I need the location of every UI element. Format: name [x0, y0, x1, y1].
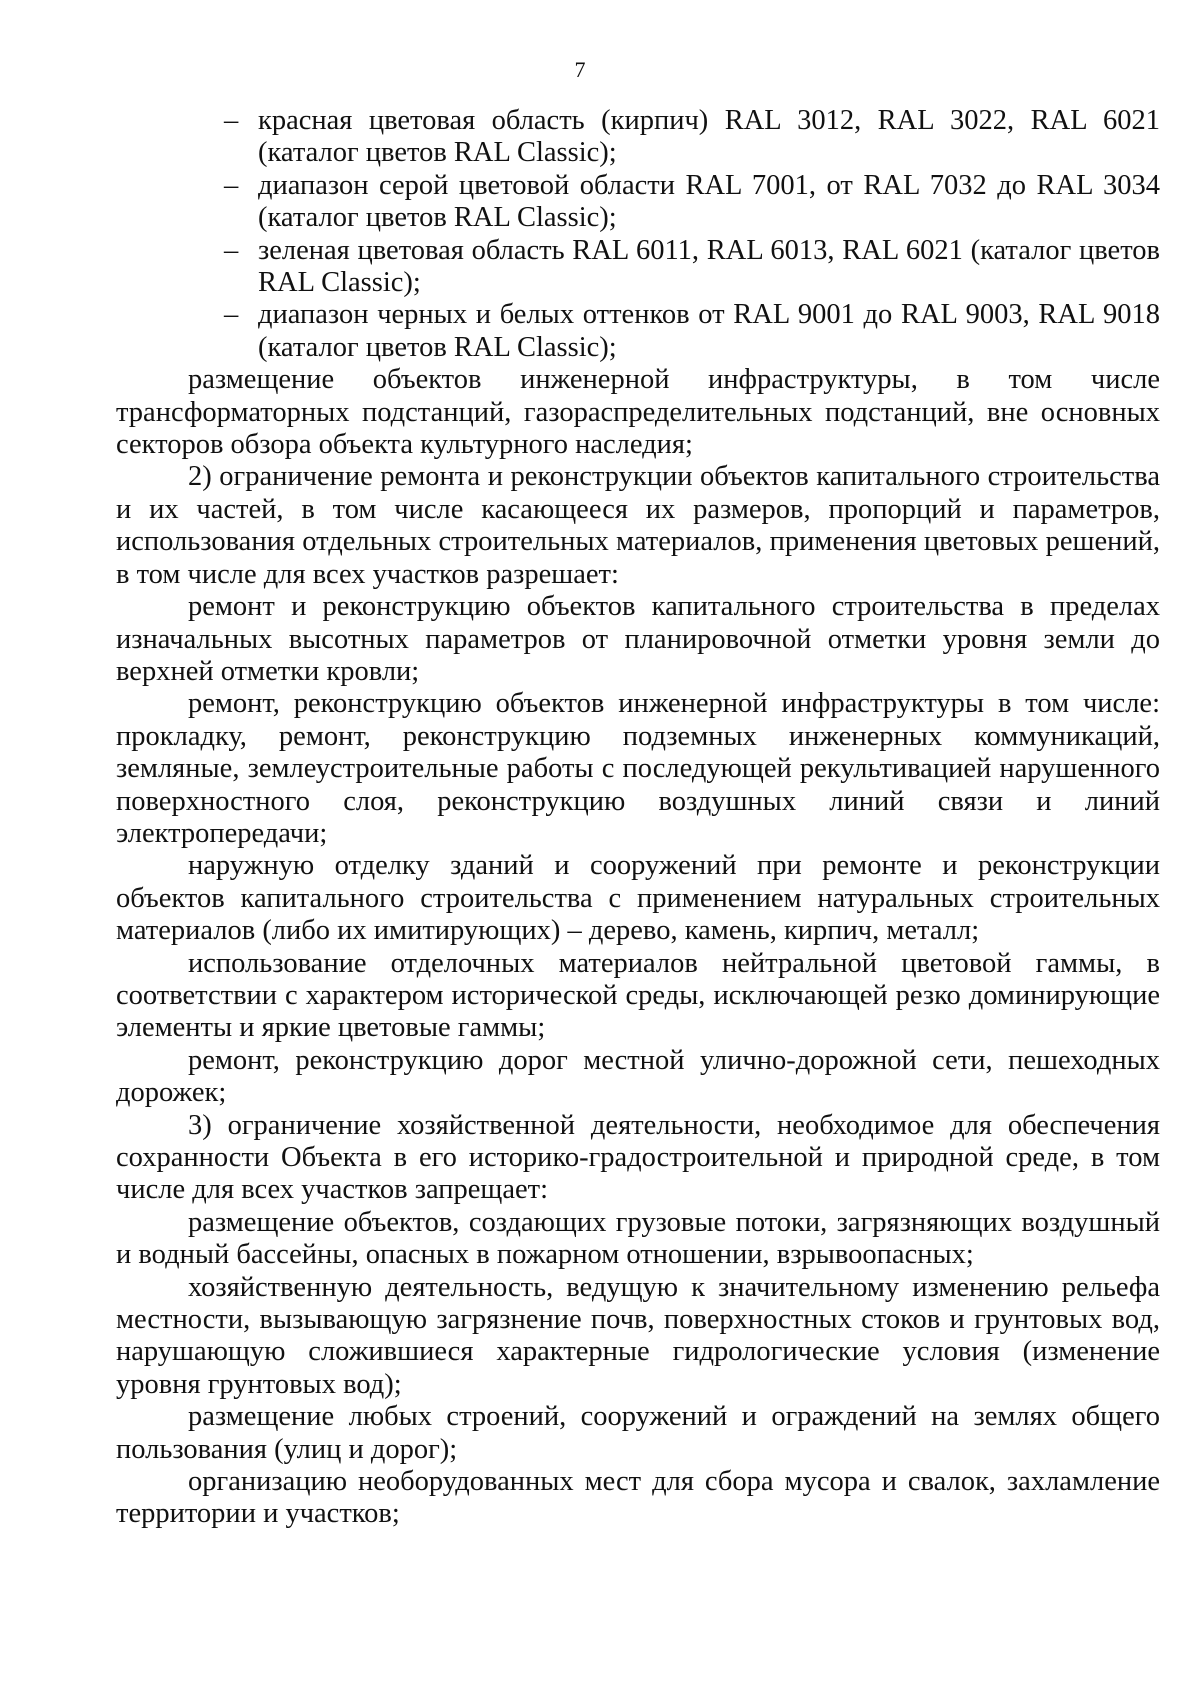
paragraph: 3) ограничение хозяйственной деятельности, необходимое для обеспечения сохранности Объекта в его историко-градостроительной и природной среде, в том числе для всех участков запрещает:: [116, 1109, 1160, 1206]
paragraph: размещение объектов, создающих грузовые потоки, загрязняющих воздушный и водный бассейны, опасных в пожарном отношении, взрывоопасных;: [116, 1206, 1160, 1271]
paragraph: ремонт и реконструкцию объектов капитального строительства в пределах изначальных высотных параметров от планировочной отметки уровня земли до верхней отметки кровли;: [116, 591, 1160, 687]
list-item: [116, 170, 1160, 235]
list-item-text: зеленая цветовая область RAL 6011, RAL 6013, RAL 6021 (каталог цветов RAL Classic);: [258, 234, 1160, 299]
list-item-text: диапазон черных и белых оттенков от RAL 9001 до RAL 9003, RAL 9018 (каталог цветов RAL Classic);: [258, 299, 1160, 363]
document-body: [116, 105, 1160, 1531]
list-dash: –: [224, 169, 239, 201]
list-dash: –: [224, 299, 239, 331]
list-item-text: красная цветовая область (кирпич) RAL 3012, RAL 3022, RAL 6021 (каталог цветов RAL Classic);: [258, 105, 1160, 169]
list-item-text: диапазон серой цветовой области RAL 7001, от RAL 7032 до RAL 3034 (каталог цветов RAL Classic);: [258, 169, 1160, 234]
paragraph: ремонт, реконструкцию объектов инженерной инфраструктуры в том числе: прокладку, ремонт, реконструкцию подземных инженерных коммуникаций, земляные, землеустроительные работы с последующей рекультивацией нарушенного поверхностного слоя, реконструкцию воздушных линий связи и линий электропередачи;: [116, 688, 1160, 849]
page-number: 7: [574, 57, 586, 82]
list-item: [116, 105, 1160, 170]
list-dash: –: [224, 105, 239, 136]
paragraph: использование отделочных материалов нейтральной цветовой гаммы, в соответствии с характером исторической среды, исключающей резко доминирующие элементы и яркие цветовые гаммы;: [116, 947, 1160, 1044]
paragraph: хозяйственную деятельность, ведущую к значительному изменению рельефа местности, вызывающую загрязнение почв, поверхностных стоков и грунтовых вод, нарушающую сложившиеся характерные гидрологические условия (изменение уровня грунтовых вод);: [116, 1271, 1160, 1400]
paragraph: организацию необорудованных мест для сбора мусора и свалок, захламление территории и участков;: [116, 1466, 1160, 1530]
paragraph: 2) ограничение ремонта и реконструкции объектов капитального строительства и их частей, в том числе касающееся их размеров, пропорций и параметров, использования отдельных строительных материалов, применения цветовых решений, в том числе для всех участков разрешает:: [116, 461, 1160, 590]
paragraph: размещение любых строений, сооружений и ограждений на землях общего пользования (улиц и дорог);: [116, 1401, 1160, 1465]
list-item: [116, 299, 1160, 364]
list-dash: –: [224, 234, 239, 266]
paragraph: размещение объектов инженерной инфраструктуры, в том числе трансформаторных подстанций, газораспределительных подстанций, вне основных секторов обзора объекта культурного наследия;: [116, 364, 1160, 461]
list-item: [116, 235, 1160, 300]
paragraph: наружную отделку зданий и сооружений при ремонте и реконструкции объектов капитального строительства с применением натуральных строительных материалов (либо их имитирующих) – дерево, камень, кирпич, металл;: [116, 850, 1160, 947]
paragraph: ремонт, реконструкцию дорог местной улично-дорожной сети, пешеходных дорожек;: [116, 1044, 1160, 1109]
